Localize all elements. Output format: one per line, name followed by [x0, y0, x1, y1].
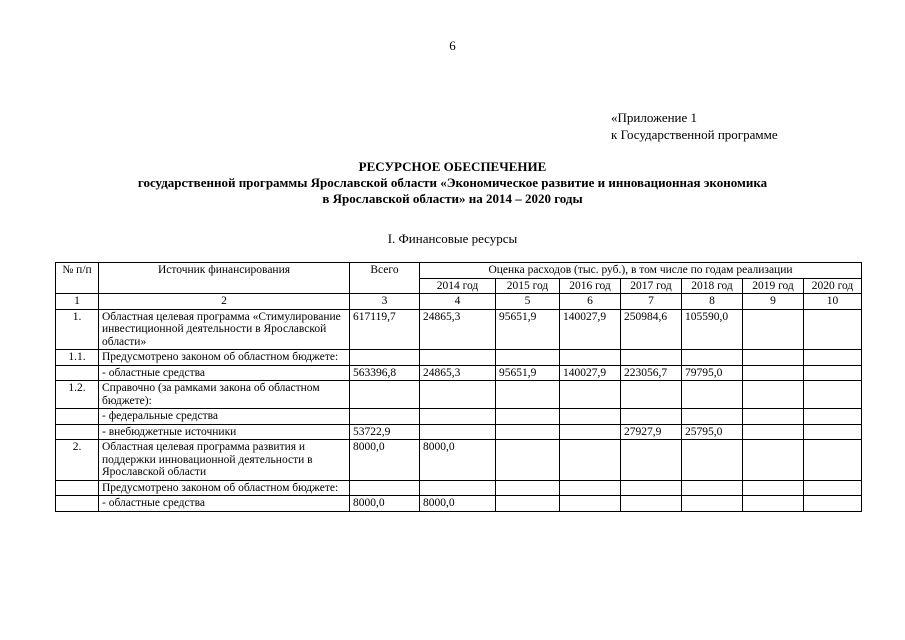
- cell-2017: [621, 480, 682, 496]
- header-year: 2015 год: [496, 278, 560, 294]
- cell-2016: [560, 424, 621, 440]
- header-year: 2020 год: [804, 278, 862, 294]
- cell-source: - областные средства: [99, 496, 350, 512]
- table-row: [56, 424, 862, 440]
- cell-total: 617119,7: [350, 309, 420, 350]
- cell-total: [350, 350, 420, 366]
- cell-2017: [621, 496, 682, 512]
- cell-2016: 140027,9: [560, 309, 621, 350]
- table-row: [56, 350, 862, 366]
- cell-num: 1.: [56, 309, 99, 350]
- cell-2018: 25795,0: [682, 424, 743, 440]
- cell-num: 1.2.: [56, 381, 99, 409]
- cell-num: [56, 480, 99, 496]
- table-row: [56, 365, 862, 381]
- document-title: [0, 159, 905, 207]
- column-numbers-row: [56, 294, 862, 310]
- header-year: 2016 год: [560, 278, 621, 294]
- column-number: 10: [804, 294, 862, 310]
- cell-total: 8000,0: [350, 440, 420, 481]
- cell-2020: [804, 440, 862, 481]
- cell-2019: [743, 440, 804, 481]
- cell-2015: [496, 440, 560, 481]
- cell-source: - областные средства: [99, 365, 350, 381]
- cell-2017: [621, 409, 682, 425]
- column-number: 9: [743, 294, 804, 310]
- column-number: 4: [420, 294, 496, 310]
- column-number: 5: [496, 294, 560, 310]
- cell-2019: [743, 424, 804, 440]
- cell-2019: [743, 480, 804, 496]
- cell-2014: [420, 424, 496, 440]
- cell-2018: [682, 409, 743, 425]
- header-year: 2014 год: [420, 278, 496, 294]
- cell-2020: [804, 424, 862, 440]
- table-row: [56, 440, 862, 481]
- cell-total: 8000,0: [350, 496, 420, 512]
- title-line-3: в Ярославской области» на 2014 – 2020 годы: [322, 191, 583, 206]
- cell-2014: [420, 409, 496, 425]
- cell-2019: [743, 381, 804, 409]
- cell-source: Предусмотрено законом об областном бюджете:: [99, 480, 350, 496]
- header-year: 2019 год: [743, 278, 804, 294]
- header-total: Всего: [350, 263, 420, 294]
- cell-2016: [560, 350, 621, 366]
- column-number: 6: [560, 294, 621, 310]
- cell-2020: [804, 381, 862, 409]
- cell-2020: [804, 309, 862, 350]
- cell-2020: [804, 365, 862, 381]
- cell-2017: [621, 381, 682, 409]
- cell-2018: 105590,0: [682, 309, 743, 350]
- cell-2018: [682, 496, 743, 512]
- cell-source: Областная целевая программа развития и поддержки инновационной деятельности в Ярославской области: [99, 440, 350, 481]
- column-number: 2: [99, 294, 350, 310]
- header-year: 2018 год: [682, 278, 743, 294]
- table-row: [56, 480, 862, 496]
- cell-num: [56, 424, 99, 440]
- cell-num: [56, 496, 99, 512]
- cell-source: Областная целевая программа «Стимулирование инвестиционной деятельности в Ярославской области»: [99, 309, 350, 350]
- cell-2017: 27927,9: [621, 424, 682, 440]
- cell-2017: 223056,7: [621, 365, 682, 381]
- cell-2020: [804, 480, 862, 496]
- cell-2018: [682, 440, 743, 481]
- cell-2014: 8000,0: [420, 496, 496, 512]
- resources-table: [55, 262, 862, 512]
- cell-2014: 24865,3: [420, 365, 496, 381]
- column-number: 3: [350, 294, 420, 310]
- cell-source: - внебюджетные источники: [99, 424, 350, 440]
- cell-total: [350, 409, 420, 425]
- cell-2016: [560, 496, 621, 512]
- cell-2016: [560, 480, 621, 496]
- column-number: 7: [621, 294, 682, 310]
- cell-2018: 79795,0: [682, 365, 743, 381]
- table-row: [56, 381, 862, 409]
- cell-2014: [420, 350, 496, 366]
- cell-2020: [804, 496, 862, 512]
- page-number: 6: [449, 38, 456, 53]
- cell-2018: [682, 350, 743, 366]
- cell-2019: [743, 365, 804, 381]
- cell-num: [56, 409, 99, 425]
- cell-2015: [496, 480, 560, 496]
- table-row: [56, 409, 862, 425]
- cell-total: [350, 381, 420, 409]
- table-row: [56, 309, 862, 350]
- cell-2017: [621, 350, 682, 366]
- cell-2017: [621, 440, 682, 481]
- cell-2015: [496, 381, 560, 409]
- cell-source: Предусмотрено законом об областном бюджете:: [99, 350, 350, 366]
- cell-source: - федеральные средства: [99, 409, 350, 425]
- cell-num: 2.: [56, 440, 99, 481]
- header-estimate: Оценка расходов (тыс. руб.), в том числе по годам реализации: [420, 263, 862, 279]
- cell-2016: [560, 409, 621, 425]
- cell-2018: [682, 381, 743, 409]
- appendix-line-1: «Приложение 1: [611, 110, 698, 125]
- cell-2019: [743, 409, 804, 425]
- cell-2015: 95651,9: [496, 309, 560, 350]
- cell-2016: [560, 381, 621, 409]
- header-row-1: [56, 263, 862, 279]
- cell-num: [56, 365, 99, 381]
- cell-num: 1.1.: [56, 350, 99, 366]
- title-line-1: РЕСУРСНОЕ ОБЕСПЕЧЕНИЕ: [358, 159, 547, 174]
- cell-2014: [420, 480, 496, 496]
- cell-2015: [496, 496, 560, 512]
- cell-2015: [496, 424, 560, 440]
- cell-2019: [743, 496, 804, 512]
- title-line-2: государственной программы Ярославской области «Экономическое развитие и инновационная экономика: [137, 175, 768, 190]
- appendix-line-2: к Государственной программе: [611, 127, 778, 142]
- column-number: 8: [682, 294, 743, 310]
- cell-2016: [560, 440, 621, 481]
- cell-2019: [743, 309, 804, 350]
- cell-2019: [743, 350, 804, 366]
- cell-2020: [804, 350, 862, 366]
- cell-2015: [496, 350, 560, 366]
- cell-2017: 250984,6: [621, 309, 682, 350]
- cell-total: 53722,9: [350, 424, 420, 440]
- header-year: 2017 год: [621, 278, 682, 294]
- table-row: [56, 496, 862, 512]
- cell-total: [350, 480, 420, 496]
- cell-2020: [804, 409, 862, 425]
- cell-2014: 8000,0: [420, 440, 496, 481]
- column-number: 1: [56, 294, 99, 310]
- header-source: Источник финансирования: [99, 263, 350, 294]
- cell-2014: 24865,3: [420, 309, 496, 350]
- cell-total: 563396,8: [350, 365, 420, 381]
- appendix-note: [611, 109, 778, 143]
- cell-2015: 95651,9: [496, 365, 560, 381]
- cell-2016: 140027,9: [560, 365, 621, 381]
- cell-source: Справочно (за рамками закона об областном бюджете):: [99, 381, 350, 409]
- section-title: I. Финансовые ресурсы: [387, 231, 518, 246]
- cell-2015: [496, 409, 560, 425]
- header-num: № п/п: [56, 263, 99, 294]
- cell-2018: [682, 480, 743, 496]
- cell-2014: [420, 381, 496, 409]
